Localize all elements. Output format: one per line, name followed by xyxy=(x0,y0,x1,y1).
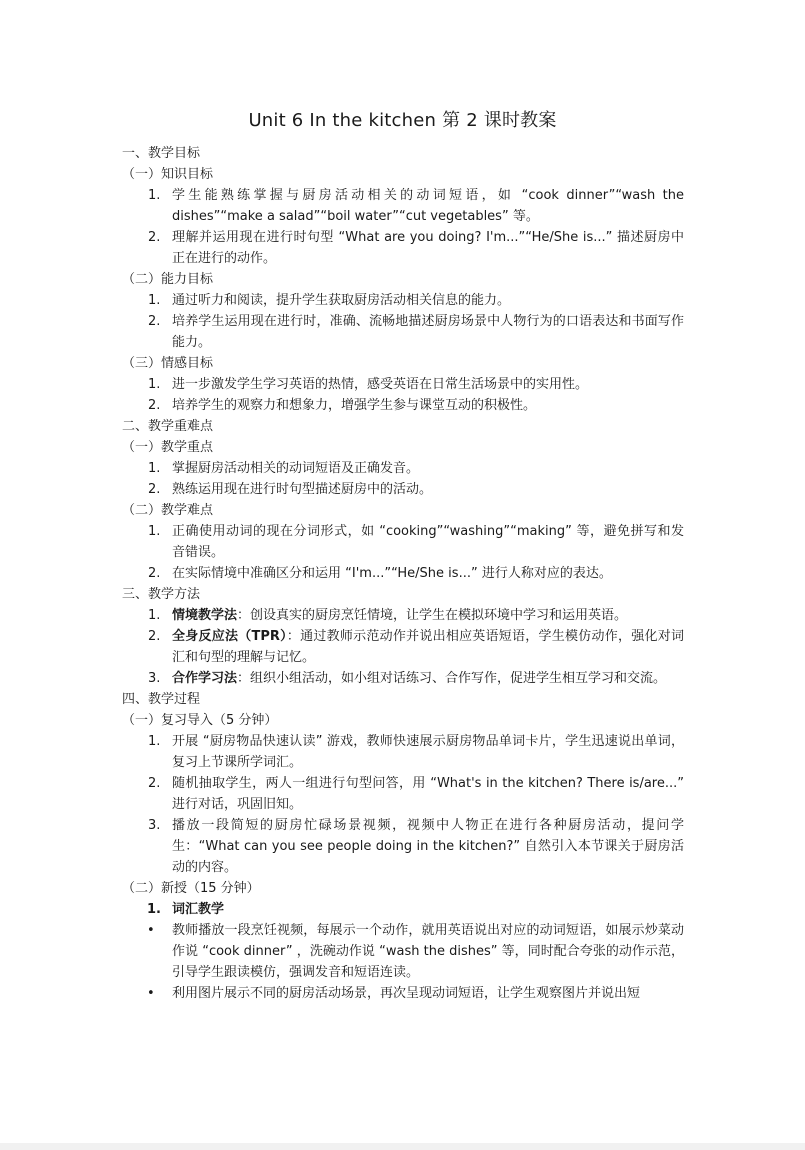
list-text: ：创设真实的厨房烹饪情境，让学生在模拟环境中学习和运用英语。 xyxy=(237,608,628,623)
list-item xyxy=(122,227,684,269)
list-item xyxy=(122,815,684,878)
section-heading: 二、教学重难点 xyxy=(122,419,214,434)
bullet-dot-icon: • xyxy=(147,986,155,1001)
list-item xyxy=(122,395,684,416)
list-text: 播放一段简短的厨房忙碌场景视频，视频中人物正在进行各种厨房活动，提问学生：“What can you see people doing in the kitchen?” 自然引入本节课关于厨房活动的内容。 xyxy=(172,818,684,875)
list-number: 3. xyxy=(148,818,161,833)
section-heading: 四、教学过程 xyxy=(122,692,201,707)
document-body xyxy=(122,143,684,1004)
page-title: Unit 6 In the kitchen 第 2 课时教案 xyxy=(248,110,557,131)
list-item xyxy=(122,563,684,584)
list-item xyxy=(122,731,684,773)
subsection-heading: （一）教学重点 xyxy=(122,440,214,455)
list-number: 1. xyxy=(148,293,161,308)
list-item xyxy=(122,311,684,353)
list-text: ：通过教师示范动作并说出相应英语短语，学生模仿动作，强化对词汇和句型的理解与记忆。 xyxy=(172,629,684,665)
list-text: 开展 “厨房物品快速认读” 游戏，教师快速展示厨房物品单词卡片，学生迅速说出单词，复习上节课所学词汇。 xyxy=(172,734,684,770)
list-text: 熟练运用现在进行时句型描述厨房中的活动。 xyxy=(172,482,433,497)
method-label: 全身反应法（TPR） xyxy=(172,629,287,644)
list-number: 1. xyxy=(148,377,161,392)
list-text: 学生能熟练掌握与厨房活动相关的动词短语，如 “cook dinner”“wash the dishes”“make a salad”“boil water”“cut vegetables” 等。 xyxy=(172,188,684,224)
list-text: ：组织小组活动，如小组对话练习、合作写作，促进学生相互学习和交流。 xyxy=(237,671,667,686)
list-item xyxy=(122,290,684,311)
subsection-heading: （二）新授（15 分钟） xyxy=(122,881,260,896)
section-heading: 一、教学目标 xyxy=(122,146,201,161)
list-number: 1. xyxy=(148,608,161,623)
list-item xyxy=(122,185,684,227)
list-number: 1. xyxy=(148,524,161,539)
sub-topic xyxy=(122,899,684,920)
list-text: 培养学生运用现在进行时，准确、流畅地描述厨房场景中人物行为的口语表达和书面写作能力。 xyxy=(172,314,684,350)
list-item xyxy=(122,626,684,668)
subsection-heading: （一）复习导入（5 分钟） xyxy=(122,713,278,728)
subsection-heading: （三）情感目标 xyxy=(122,356,214,371)
list-item xyxy=(122,521,684,563)
method-label: 情境教学法 xyxy=(172,608,238,623)
list-item xyxy=(122,374,684,395)
list-number: 2. xyxy=(148,566,161,581)
list-text: 掌握厨房活动相关的动词短语及正确发音。 xyxy=(172,461,420,476)
list-text: 培养学生的观察力和想象力，增强学生参与课堂互动的积极性。 xyxy=(172,398,537,413)
bullet-text: 教师播放一段烹饪视频，每展示一个动作，就用英语说出对应的动词短语，如展示炒菜动作说 “cook dinner” ，洗碗动作说 “wash the dishes” 等，同时配合夸张的动作示范，引导学生跟读模仿，强调发音和短语连读。 xyxy=(172,923,684,980)
bullet-text: 利用图片展示不同的厨房活动场景，再次呈现动词短语，让学生观察图片并说出短 xyxy=(172,986,641,1001)
list-number: 2. xyxy=(148,482,161,497)
list-number: 1. xyxy=(148,734,161,749)
list-number: 2. xyxy=(148,314,161,329)
list-number: 1. xyxy=(148,461,161,476)
list-text: 通过听力和阅读，提升学生获取厨房活动相关信息的能力。 xyxy=(172,293,511,308)
subsection-heading: （二）能力目标 xyxy=(122,272,214,287)
sub-topic-title: 词汇教学 xyxy=(172,902,225,917)
list-item xyxy=(122,458,684,479)
list-number: 3. xyxy=(148,671,161,686)
list-text: 理解并运用现在进行时句型 “What are you doing? I'm...”“He/She is...” 描述厨房中正在进行的动作。 xyxy=(172,230,684,266)
bullet-dot-icon: • xyxy=(147,923,155,938)
list-number: 2. xyxy=(148,629,161,644)
list-item xyxy=(122,668,684,689)
subsection-heading: （一）知识目标 xyxy=(122,167,214,182)
list-number: 2. xyxy=(148,398,161,413)
list-text: 随机抽取学生，两人一组进行句型问答，用 “What's in the kitchen? There is/are...” 进行对话，巩固旧知。 xyxy=(172,776,684,812)
bullet-item xyxy=(122,983,684,1004)
list-text: 正确使用动词的现在分词形式，如 “cooking”“washing”“making” 等，避免拼写和发音错误。 xyxy=(172,524,684,560)
section-heading: 三、教学方法 xyxy=(122,587,201,602)
list-item xyxy=(122,773,684,815)
subsection-heading: （二）教学难点 xyxy=(122,503,214,518)
list-number: 2. xyxy=(148,230,161,245)
list-item xyxy=(122,605,684,626)
list-text: 在实际情境中准确区分和运用 “I'm...”“He/She is...” 进行人称对应的表达。 xyxy=(172,566,612,581)
list-item xyxy=(122,479,684,500)
list-text: 进一步激发学生学习英语的热情，感受英语在日常生活场景中的实用性。 xyxy=(172,377,589,392)
sub-topic-number: 1. xyxy=(147,902,161,917)
bullet-item xyxy=(122,920,684,983)
list-number: 2. xyxy=(148,776,161,791)
list-number: 1. xyxy=(148,188,161,203)
method-label: 合作学习法 xyxy=(172,671,238,686)
